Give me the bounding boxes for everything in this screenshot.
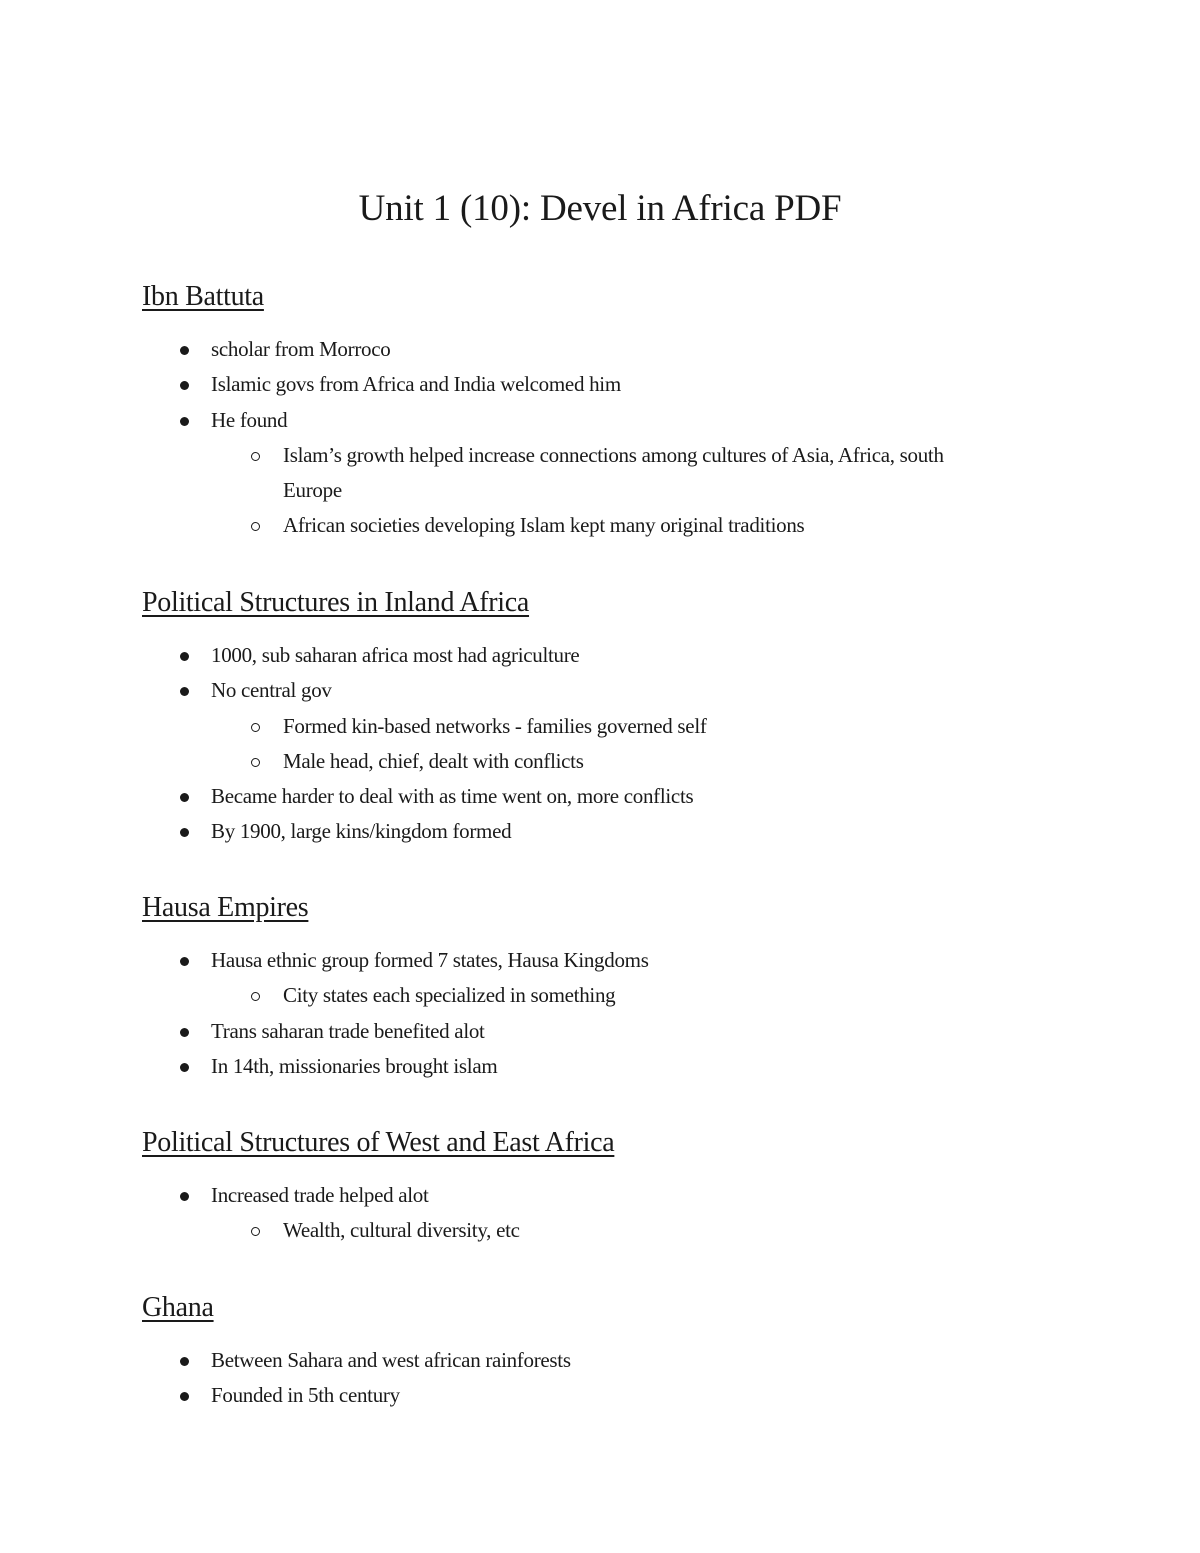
bullet-icon [180, 381, 189, 390]
bullet-list [142, 1343, 1102, 1414]
sub-bullet-list [213, 438, 1102, 544]
bullet-icon [180, 687, 189, 696]
section-west-east-africa [142, 1125, 1102, 1249]
section-heading: Ghana [142, 1292, 214, 1323]
list-item: He found [142, 403, 1102, 438]
list-item: Between Sahara and west african rainforests [142, 1343, 1102, 1378]
hollow-bullet-icon [251, 522, 260, 531]
bullet-list [142, 1178, 1102, 1213]
list-item: No central gov [142, 673, 1102, 708]
section-ghana [142, 1290, 1102, 1414]
sub-bullet-list [213, 978, 1102, 1013]
bullet-icon [180, 346, 189, 355]
bullet-icon [180, 1028, 189, 1037]
list-item: Became harder to deal with as time went on, more conflicts [142, 779, 1102, 814]
page-title: Unit 1 (10): Devel in Africa PDF [358, 188, 842, 229]
section-heading: Ibn Battuta [142, 281, 264, 312]
list-item: Founded in 5th century [142, 1378, 1102, 1413]
bullet-list [142, 943, 1102, 978]
list-item: Islamic govs from Africa and India welcomed him [142, 367, 1102, 402]
section-hausa-empires [142, 890, 1102, 1084]
bullet-icon [180, 957, 189, 966]
hollow-bullet-icon [251, 758, 260, 767]
list-item: 1000, sub saharan africa most had agriculture [142, 638, 1102, 673]
bullet-icon [180, 793, 189, 802]
bullet-list [142, 332, 1102, 438]
section-heading: Political Structures in Inland Africa [142, 587, 530, 618]
hollow-bullet-icon [251, 723, 260, 732]
bullet-icon [180, 652, 189, 661]
bullet-list [142, 779, 1102, 850]
sub-bullet-list [213, 709, 1102, 780]
bullet-list [142, 638, 1102, 709]
list-item: Trans saharan trade benefited alot [142, 1014, 1102, 1049]
bullet-icon [180, 1063, 189, 1072]
section-ibn-battuta [142, 279, 1102, 544]
list-item: By 1900, large kins/kingdom formed [142, 814, 1102, 849]
section-heading: Political Structures of West and East Africa [142, 1127, 615, 1158]
sub-list-item: Formed kin-based networks - families governed self [213, 709, 1102, 744]
bullet-icon [180, 1392, 189, 1401]
hollow-bullet-icon [251, 1227, 260, 1236]
hollow-bullet-icon [251, 992, 260, 1001]
hollow-bullet-icon [251, 452, 260, 461]
sub-list-item: African societies developing Islam kept many original traditions [213, 508, 1102, 543]
sub-list-item: Male head, chief, dealt with conflicts [213, 744, 1102, 779]
sub-list-item: Wealth, cultural diversity, etc [213, 1213, 1102, 1248]
list-item: Hausa ethnic group formed 7 states, Hausa Kingdoms [142, 943, 1102, 978]
bullet-list [142, 1014, 1102, 1085]
section-inland-africa [142, 585, 1102, 850]
sub-bullet-list [213, 1213, 1102, 1248]
bullet-icon [180, 1357, 189, 1366]
bullet-icon [180, 828, 189, 837]
list-item: Increased trade helped alot [142, 1178, 1102, 1213]
list-item: scholar from Morroco [142, 332, 1102, 367]
bullet-icon [180, 1192, 189, 1201]
sub-list-item: City states each specialized in something [213, 978, 1102, 1013]
bullet-icon [180, 417, 189, 426]
list-item: In 14th, missionaries brought islam [142, 1049, 1102, 1084]
sub-list-item: Islam’s growth helped increase connections among cultures of Asia, Africa, south Europe [213, 438, 983, 509]
section-heading: Hausa Empires [142, 892, 309, 923]
